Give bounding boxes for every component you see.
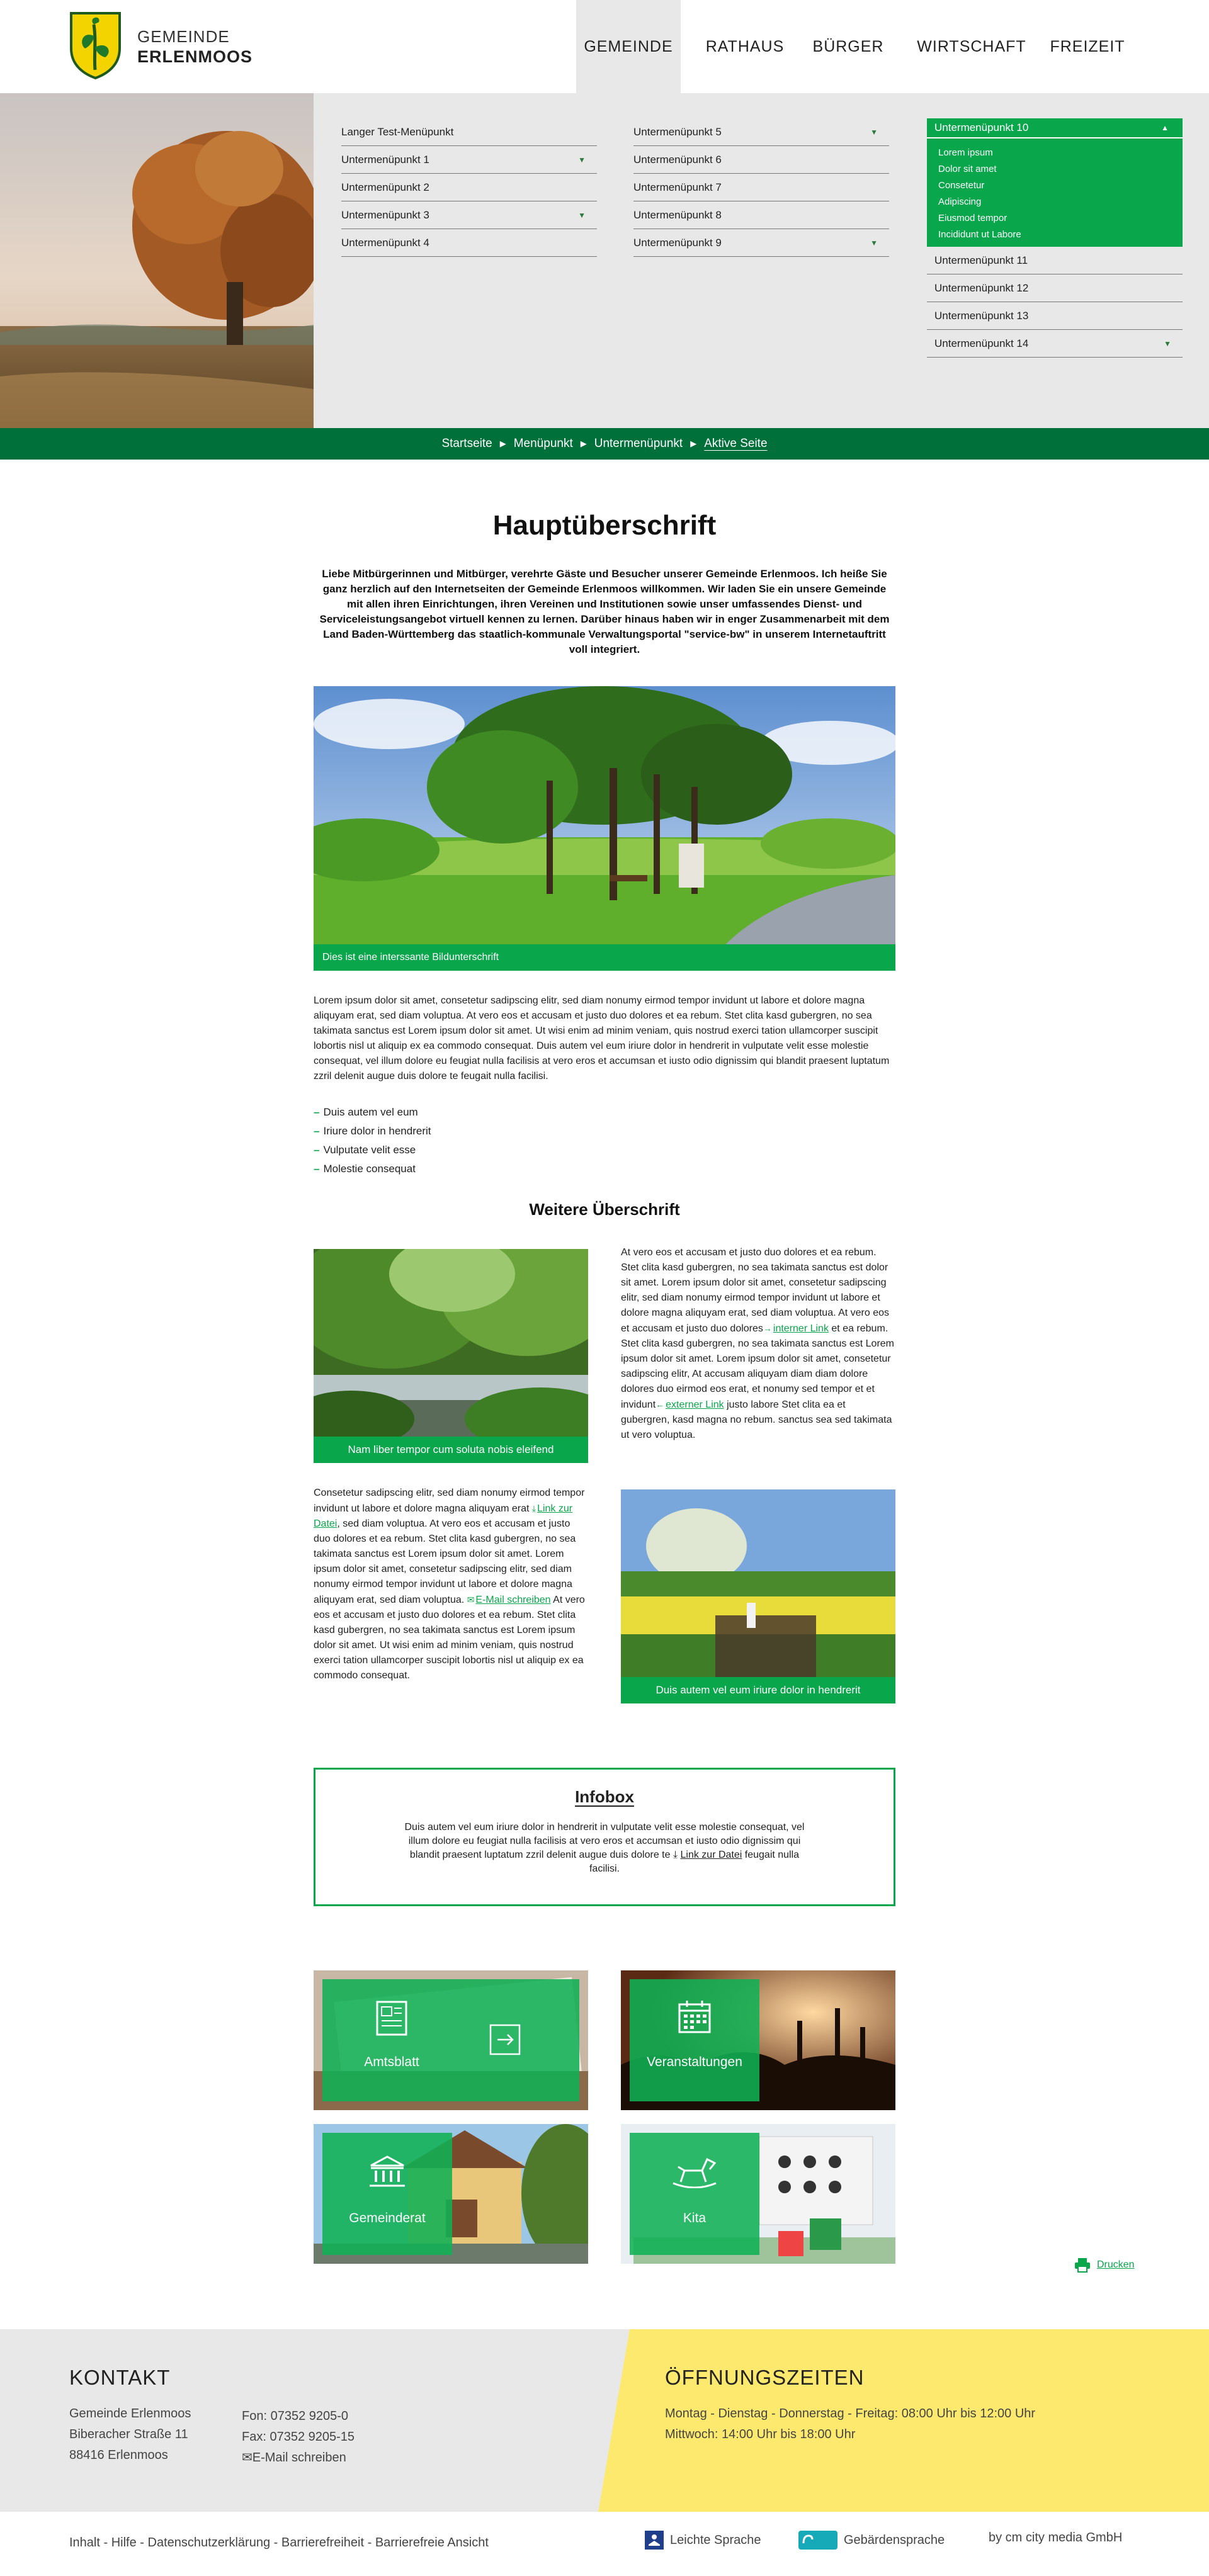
tile-overlay xyxy=(322,1979,579,2101)
main-figure xyxy=(314,686,895,971)
tile-amtsblatt[interactable] xyxy=(314,1970,588,2110)
menu-item-label: Untermenüpunkt 2 xyxy=(341,181,429,193)
text-span: justo labore Stet clita ea et gubergren, kasd magna no rebum. sanctus sea sed takimata ut vero voluptua. xyxy=(621,1399,892,1440)
footer-link-barrierefreiheit[interactable]: Barrierefreiheit xyxy=(281,2536,365,2550)
menu-item-13[interactable] xyxy=(927,302,1183,330)
submenu-10 xyxy=(927,137,1183,247)
sign-language-link[interactable] xyxy=(798,2531,945,2550)
menu-item-1[interactable] xyxy=(341,146,597,174)
menu-item-label: Untermenüpunkt 4 xyxy=(341,236,429,249)
column-text-2 xyxy=(314,1486,588,1683)
menu-item-label: Untermenüpunkt 1 xyxy=(341,153,429,166)
submenu-item[interactable]: Eiusmod tempor xyxy=(938,213,1007,223)
tile-label: Kita xyxy=(683,2211,707,2225)
mega-column-1 xyxy=(341,118,597,257)
menu-item-label: Untermenüpunkt 3 xyxy=(341,208,429,221)
footer-link-inhalt[interactable]: Inhalt xyxy=(69,2536,100,2550)
list-item: – Duis autem vel eum xyxy=(314,1103,691,1122)
list-item: – Iriure dolor in hendrerit xyxy=(314,1122,691,1141)
tile-label: Amtsblatt xyxy=(364,2055,419,2069)
menu-item-12[interactable] xyxy=(927,274,1183,302)
print-label: Drucken xyxy=(1097,2259,1135,2270)
hours-title: ÖFFNUNGSZEITEN xyxy=(665,2366,865,2389)
rocking-horse-icon xyxy=(669,2154,720,2188)
footer-link-barrierefreie-ansicht[interactable]: Barrierefreie Ansicht xyxy=(375,2536,489,2550)
breadcrumb-arrow-icon: ▶ xyxy=(690,439,697,448)
menu-item-4[interactable] xyxy=(341,229,597,257)
river-figure xyxy=(314,1249,588,1463)
menu-item-8[interactable] xyxy=(633,201,889,229)
easy-language-label: Leichte Sprache xyxy=(670,2533,761,2547)
footer-links xyxy=(69,2536,489,2550)
tile-gemeinderat[interactable] xyxy=(314,2124,588,2264)
nav-buerger[interactable]: BÜRGER xyxy=(812,37,884,55)
breadcrumb xyxy=(0,428,1209,460)
column-text-1 xyxy=(621,1245,895,1443)
townhall-icon xyxy=(368,2154,406,2188)
menu-item-label: Langer Test-Menüpunkt xyxy=(341,125,454,138)
hours-line: Mittwoch: 14:00 Uhr bis 18:00 Uhr xyxy=(665,2427,856,2441)
newspaper-icon xyxy=(375,1999,409,2037)
figure-caption: Duis autem vel eum iriure dolor in hendrerit xyxy=(621,1677,895,1703)
list-item: – Molestie consequat xyxy=(314,1160,691,1178)
figure-caption: Dies ist eine interssante Bildunterschrift xyxy=(314,944,895,971)
text-span: , sed diam voluptua. At vero eos et accusam et justo duo dolores et ea rebum. Stet clita kasd gubergren, no sea takimata sanctus est Lorem ipsum dolor sit amet. Lorem ipsum dolor sit amet, consetetur sadipscing elitr, sed diam nonumy eirmod tempor invidunt ut labore et dolore magna aliquyam erat, sed diam voluptua. xyxy=(314,1518,576,1605)
breadcrumb-arrow-icon: ▶ xyxy=(499,439,506,448)
footer-link-hilfe[interactable]: Hilfe xyxy=(111,2536,137,2550)
fax-number: Fax: 07352 9205-15 xyxy=(242,2430,355,2444)
nav-rathaus[interactable]: RATHAUS xyxy=(705,37,785,55)
nav-freizeit[interactable]: FREIZEIT xyxy=(1050,37,1125,55)
email-icon: ✉ xyxy=(467,1595,475,1605)
intro-text: Liebe Mitbürgerinnen und Mitbürger, verehrte Gäste und Besucher unserer Gemeinde Erlenmoos. Ich heiße Sie ganz herzlich auf den Internetseiten der Gemeinde Erlenmoos willkommen. Wir laden Sie ein unsere Gemeinde mit allen ihren Einrichtungen, ihren Vereinen und Institutionen sowie unser umfassendes Dienst- und Serviceleistungsangebot virtuell kennen zu lernen. Darüber hinaus haben wir in enger Zusammenarbeit mit dem Land Baden-Württemberg das staatlich-kommunale Verwaltungsportal "service-bw" in unserem Internetauftritt voll integriert. xyxy=(319,568,890,655)
email-icon: ✉ xyxy=(242,2451,253,2465)
menu-item-label: Untermenüpunkt 14 xyxy=(934,337,1029,349)
tile-veranstaltungen[interactable] xyxy=(621,1970,895,2110)
brand-line2: ERLENMOOS xyxy=(137,47,253,66)
body-paragraph: Lorem ipsum dolor sit amet, consetetur sadipscing elitr, sed diam nonumy eirmod tempor invidunt ut labore et dolore magna aliquyam erat, sed diam voluptua. At vero eos et accusam et justo duo dolores et ea rebum. Stet clita kasd gubergren, no sea takimata sanctus est Lorem ipsum dolor sit amet. Ut wisi enim ad minim veniam, quis nostrud exerci tation ullamcorper suscipit lobortis nisl ut aliquip ex ea commodo consequat. Duis autem vel eum iriure dolor in hendrerit in vulputate velit esse molestie consequat, vel illum dolore eu feugiat nulla facilisis at vero eros et accumsan et iusto odio dignissim qui blandit praesent luptatum zzril delenit augue duis dolore te feugait nulla facilisi. xyxy=(314,995,890,1082)
section-heading: Weitere Überschrift xyxy=(529,1200,680,1219)
main-nav xyxy=(576,0,1137,93)
calendar-icon xyxy=(677,1999,712,2035)
footer xyxy=(0,2329,1209,2512)
address-line: Gemeinde Erlenmoos xyxy=(69,2407,191,2421)
text-span: Consetetur sadipscing elitr, sed diam nonumy eirmod tempor invidunt ut labore et dolore magna aliquyam erat xyxy=(314,1488,585,1514)
chevron-down-icon[interactable]: ▼ xyxy=(870,238,878,247)
download-icon: ⤓ xyxy=(531,1503,536,1513)
infobox xyxy=(314,1768,895,1906)
tile-label: Gemeinderat xyxy=(349,2211,426,2225)
figure-caption: Nam liber tempor cum soluta nobis eleifend xyxy=(314,1437,588,1463)
phone-number[interactable]: Fon: 07352 9205-0 xyxy=(242,2409,349,2423)
infobox-body xyxy=(397,1821,812,1876)
external-link-arrow-icon: ← xyxy=(656,1399,665,1409)
breadcrumb-untermenuepunkt[interactable]: Untermenüpunkt xyxy=(594,437,683,450)
address-line: Biberacher Straße 11 xyxy=(69,2427,188,2441)
tile-overlay xyxy=(322,2133,452,2255)
nav-wirtschaft[interactable]: WIRTSCHAFT xyxy=(917,37,1026,55)
text-span: At vero eos et accusam et justo duo dolores et ea rebum. Stet clita kasd gubergren, no sea takimata sanctus est dolor sit amet. Lorem ipsum dolor sit amet, consetetur sadipscing elitr, sed diam nonumy eirmod tempor invidunt ut labore et dolore magna aliquyam erat, sed diam voluptua. At vero eos et accusam et justo duo dolores xyxy=(621,1247,890,1334)
chevron-down-icon[interactable]: ▼ xyxy=(578,210,586,220)
chevron-up-icon[interactable]: ▲ xyxy=(1161,123,1169,132)
menu-item-7[interactable] xyxy=(633,174,889,201)
bottom-bar xyxy=(0,2512,1209,2576)
menu-item-6[interactable] xyxy=(633,146,889,174)
file-link[interactable]: Link zur Datei xyxy=(314,1503,573,1529)
menu-item-2[interactable] xyxy=(341,174,597,201)
footer-email-link[interactable] xyxy=(242,2448,355,2468)
easy-language-link[interactable] xyxy=(645,2531,761,2550)
menu-item-langer-test[interactable] xyxy=(341,118,597,146)
menu-item-label: Untermenüpunkt 11 xyxy=(934,254,1028,266)
tile-overlay xyxy=(630,2133,759,2255)
breadcrumb-arrow-icon: ▶ xyxy=(580,439,587,448)
submenu-item[interactable]: Incididunt ut Labore xyxy=(938,229,1021,240)
menu-item-label: Untermenüpunkt 12 xyxy=(934,281,1029,294)
print-button[interactable] xyxy=(1074,2257,1135,2273)
email-link[interactable]: E-Mail schreiben xyxy=(475,1595,551,1605)
credit-link[interactable] xyxy=(989,2531,1122,2545)
credit-label: by cm city media GmbH xyxy=(989,2531,1123,2545)
footer-link-sep: - xyxy=(364,2536,375,2550)
river-photo xyxy=(314,1249,588,1463)
internal-link-arrow-icon: → xyxy=(763,1323,772,1333)
text-span: feugait nulla facilisi. xyxy=(589,1850,800,1874)
tile-kita[interactable] xyxy=(621,2124,895,2264)
chevron-down-icon[interactable]: ▼ xyxy=(870,127,878,137)
mega-menu xyxy=(0,93,1209,428)
menu-item-3[interactable] xyxy=(341,201,597,229)
brand-line1: GEMEINDE xyxy=(137,27,230,46)
text-span: At vero eos et accusam et justo duo dolores et ea rebum. Stet clita kasd gubergren, no sea takimata sanctus est Lorem ipsum dolor sit amet. Ut wisi enim ad minim veniam, quis nostrud exerci tation ullamcorper suscipit lobortis nisl ut aliquip ex ea commodo consequat. xyxy=(314,1595,585,1681)
opening-hours xyxy=(665,2404,1035,2445)
footer-link-datenschutz[interactable]: Datenschutzerklärung xyxy=(147,2536,271,2550)
submenu-item[interactable]: Consetetur xyxy=(938,180,985,191)
menu-item-9[interactable] xyxy=(633,229,889,257)
landscape-photo xyxy=(314,686,895,971)
site-header xyxy=(0,0,1209,93)
menu-item-label: Untermenüpunkt 9 xyxy=(633,236,722,249)
menu-item-label: Untermenüpunkt 10 xyxy=(934,121,1029,133)
easy-language-icon xyxy=(645,2531,664,2550)
breadcrumb-current[interactable]: Aktive Seite xyxy=(704,437,768,450)
contact-phone xyxy=(242,2406,355,2468)
tile-label: Veranstaltungen xyxy=(647,2055,742,2069)
autumn-tree-photo xyxy=(0,93,314,428)
internal-link[interactable]: interner Link xyxy=(773,1323,829,1334)
menu-item-14[interactable] xyxy=(927,330,1183,358)
mega-column-3 xyxy=(927,118,1183,358)
bullet-list xyxy=(314,1103,691,1178)
footer-email-label: E-Mail schreiben xyxy=(252,2451,346,2465)
riders-photo xyxy=(621,1489,895,1703)
sign-language-icon xyxy=(798,2531,837,2550)
address-line: 88416 Erlenmoos xyxy=(69,2448,168,2462)
infobox-file-link[interactable]: Link zur Datei xyxy=(680,1850,742,1860)
submenu-item[interactable]: Adipiscing xyxy=(938,196,982,207)
menu-item-10[interactable] xyxy=(927,118,1183,137)
hours-line: Montag - Dienstag - Donnerstag - Freitag: 08:00 Uhr bis 12:00 Uhr xyxy=(665,2407,1036,2421)
external-link[interactable]: externer Link xyxy=(666,1399,724,1410)
page-title: Hauptüberschrift xyxy=(492,510,717,541)
list-item: – Vulputate velit esse xyxy=(314,1141,691,1160)
download-icon: ⤓ xyxy=(673,1850,681,1860)
menu-item-label: Untermenüpunkt 13 xyxy=(934,309,1029,322)
footer-link-sep: - xyxy=(99,2536,111,2550)
coat-of-arms-logo[interactable] xyxy=(69,11,122,80)
sign-language-label: Gebärdensprache xyxy=(844,2533,945,2547)
text-span: Duis autem vel eum iriure dolor in hendrerit in vulputate velit esse molestie consequat, vel illum dolore eu feugiat nulla facilisis at vero eros et accumsan et iusto odio dignissim qui blandit praesent luptatum zzril delenit augue duis dolore te xyxy=(404,1822,805,1860)
text-span: et ea rebum. Stet clita kasd gubergren, no sea takimata sanctus est Lorem ipsum dolor sit amet. Lorem ipsum dolor sit amet, consetetur sadipscing elitr, At accusam aliquyam diam diam dolore dolores duo eirmod eos erat, et nonumy sed tempor et et invidunt xyxy=(621,1323,895,1410)
chevron-down-icon[interactable]: ▼ xyxy=(1164,339,1171,348)
breadcrumb-menuepunkt[interactable]: Menüpunkt xyxy=(513,437,573,450)
menu-item-label: Untermenüpunkt 7 xyxy=(633,181,722,193)
menu-item-label: Untermenüpunkt 6 xyxy=(633,153,722,166)
menu-item-label: Untermenüpunkt 8 xyxy=(633,208,722,221)
footer-link-sep: - xyxy=(136,2536,148,2550)
riders-figure xyxy=(621,1489,895,1703)
menu-item-11[interactable] xyxy=(927,247,1183,274)
contact-address xyxy=(69,2404,191,2466)
printer-icon xyxy=(1074,2257,1091,2273)
nav-gemeinde[interactable]: GEMEINDE xyxy=(576,0,681,93)
menu-item-label: Untermenüpunkt 5 xyxy=(633,125,722,138)
tile-overlay xyxy=(630,1979,759,2101)
mega-column-2 xyxy=(633,118,889,257)
contact-title: KONTAKT xyxy=(69,2366,171,2389)
site-brand[interactable] xyxy=(137,26,253,67)
infobox-title: Infobox xyxy=(575,1787,634,1806)
footer-link-sep: - xyxy=(270,2536,281,2550)
menu-item-5[interactable] xyxy=(633,118,889,146)
breadcrumb-startseite[interactable]: Startseite xyxy=(441,437,492,450)
arrow-right-icon[interactable] xyxy=(489,2023,521,2056)
chevron-down-icon[interactable]: ▼ xyxy=(578,155,586,164)
submenu-item[interactable]: Dolor sit amet xyxy=(938,164,997,174)
submenu-item[interactable]: Lorem ipsum xyxy=(938,147,993,158)
